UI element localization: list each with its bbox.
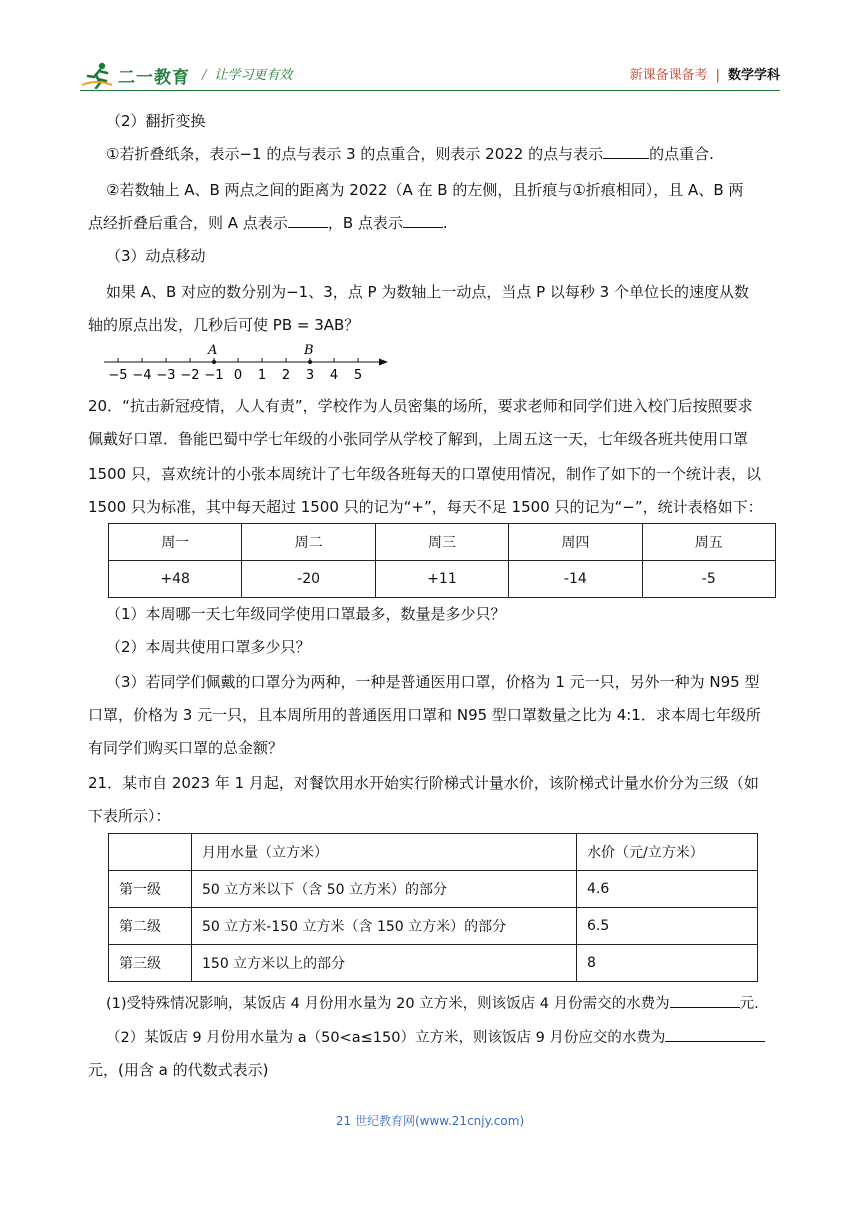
table-cell: 50 立方米-150 立方米（含 150 立方米）的部分 xyxy=(192,908,577,945)
answer-blank xyxy=(403,212,443,228)
tick-label: 3 xyxy=(305,368,315,383)
q20-sub3-cont: 口罩，价格为 3 元一只，且本周所用的普通医用口罩和 N95 型口罩数量之比为 4:1．求本周七年级所 xyxy=(88,706,761,724)
tick-label: 1 xyxy=(257,368,267,383)
runner-logo-icon xyxy=(80,61,114,89)
table-header-cell xyxy=(109,834,192,871)
tick-label: 5 xyxy=(353,368,363,383)
header-subject: 新课备课备考 | 数学学科 xyxy=(629,68,780,83)
table-cell: 第一级 xyxy=(109,871,192,908)
q19-p3-1: 如果 A、B 对应的数分别为−1、3，点 P 为数轴上一动点，当点 P 以每秒 3 个单位长的速度从数 xyxy=(106,283,749,301)
header-divider xyxy=(80,90,780,91)
q20-line3: 1500 只，喜欢统计的小张本周统计了七年级各班每天的口罩使用情况，制作了如下的一个统计表，以 xyxy=(88,465,761,483)
table-cell: 150 立方米以上的部分 xyxy=(192,945,577,982)
table-cell: 8 xyxy=(577,945,758,982)
table-header-row xyxy=(109,524,776,561)
page-footer: 21 世纪教育网(www.21cnjy.com) xyxy=(335,1114,525,1128)
point-b-label: B xyxy=(304,344,314,358)
answer-blank xyxy=(670,992,740,1008)
table-cell: 4.6 xyxy=(577,871,758,908)
slogan: / 让学习更有效 xyxy=(202,68,293,83)
table-cell: -5 xyxy=(642,561,775,598)
answer-blank xyxy=(665,1026,765,1042)
arrow-right-icon xyxy=(379,359,388,366)
mask-usage-table xyxy=(108,523,776,598)
q19-part2-title: （2）翻折变换 xyxy=(106,112,206,130)
table-header-cell: 周五 xyxy=(642,524,775,561)
page-header xyxy=(80,56,780,92)
tick-label: 4 xyxy=(329,368,339,383)
q21-sub1: (1)受特殊情况影响，某饭店 4 月份用水量为 20 立方米，则该饭店 4 月份需交的水费为 元. xyxy=(106,992,759,1015)
table-cell: 50 立方米以下（含 50 立方米）的部分 xyxy=(192,871,577,908)
table-header-cell: 周三 xyxy=(375,524,508,561)
q20-sub2: （2）本周共使用口罩多少只？ xyxy=(106,638,311,656)
header-subject-name: 数学学科 xyxy=(727,68,780,83)
point-b-dot xyxy=(308,360,312,364)
q21-line1: 21．某市自 2023 年 1 月起，对餐饮用水开始实行阶梯式计量水价，该阶梯式计量水价分为三级（如 xyxy=(88,774,759,792)
point-a-dot xyxy=(212,360,216,364)
table-cell: 第二级 xyxy=(109,908,192,945)
tick-label: −1 xyxy=(204,368,224,383)
table-header-cell: 周四 xyxy=(509,524,642,561)
number-line-figure xyxy=(100,344,400,384)
table-header-cell: 水价（元/立方米） xyxy=(577,834,758,871)
table-cell: -14 xyxy=(509,561,642,598)
table-cell: 第三级 xyxy=(109,945,192,982)
table-header-cell: 周一 xyxy=(109,524,242,561)
table-cell: -20 xyxy=(242,561,375,598)
tick-label: −2 xyxy=(180,368,200,383)
q21-line2: 下表所示）： xyxy=(88,807,171,825)
table-cell: +48 xyxy=(109,561,242,598)
water-price-table xyxy=(108,833,758,982)
q19-p2-2: ②若数轴上 A、B 两点之间的距离为 2022（A 在 B 的左侧，且折痕与①折痕相同），且 A、B 两 xyxy=(106,181,744,199)
tick-label: 0 xyxy=(233,368,243,383)
q19-p2-1: ①若折叠纸条，表示−1 的点与表示 3 的点重合，则表示 2022 的点与表示 的点重合. xyxy=(106,145,714,163)
tick-label: 2 xyxy=(281,368,291,383)
table-header-cell: 周二 xyxy=(242,524,375,561)
q21-sub2-cont: 元，(用含 a 的代数式表示) xyxy=(88,1061,269,1079)
answer-blank xyxy=(288,212,328,228)
q20-line1: 20．“抗击新冠疫情，人人有责”，学校作为人员密集的场所，要求老师和同学们进入校门后按照要求 xyxy=(88,397,753,415)
table-row xyxy=(109,871,758,908)
q20-sub1: （1）本周哪一天七年级同学使用口罩最多，数量是多少只？ xyxy=(106,605,506,623)
table-header-cell: 月用水量（立方米） xyxy=(192,834,577,871)
logo-text: 二一教育 xyxy=(118,67,190,88)
q20-line2: 佩戴好口罩．鲁能巴蜀中学七年级的小张同学从学校了解到，上周五这一天，七年级各班共使用口罩 xyxy=(88,430,749,448)
answer-blank xyxy=(603,143,649,159)
q19-p2-2-cont: 点经折叠后重合，则 A 点表示 ，B 点表示 . xyxy=(88,214,448,232)
table-row xyxy=(109,561,776,598)
number-line xyxy=(100,344,400,388)
point-a-label: A xyxy=(208,344,218,358)
table-cell: +11 xyxy=(375,561,508,598)
table-row xyxy=(109,908,758,945)
table-header-row xyxy=(109,834,758,871)
logo xyxy=(80,60,190,90)
tick-label: −3 xyxy=(156,368,176,383)
table-cell: 6.5 xyxy=(577,908,758,945)
slogan-text: 让学习更有效 xyxy=(214,68,293,83)
tick-label: −4 xyxy=(132,368,152,383)
q20-line4: 1500 只为标准，其中每天超过 1500 只的记为“+”，每天不足 1500 只的记为“−”，统计表格如下： xyxy=(88,498,763,516)
q19-p3-2: 轴的原点出发，几秒后可使 PB = 3AB？ xyxy=(88,316,360,334)
tick-label: −5 xyxy=(108,368,128,383)
q19-part3-title: （3）动点移动 xyxy=(106,247,206,265)
q21-sub2: （2）某饭店 9 月份用水量为 a（50<a≤150）立方米，则该饭店 9 月份应交的水费为 xyxy=(106,1026,765,1049)
table-row xyxy=(109,945,758,982)
q20-sub3: （3）若同学们佩戴的口罩分为两种，一种是普通医用口罩，价格为 1 元一只，另外一种为 N95 型 xyxy=(106,673,760,691)
q20-sub3-end: 有同学们购买口罩的总金额？ xyxy=(88,739,284,757)
header-course: 新课备课备考 xyxy=(629,68,708,83)
